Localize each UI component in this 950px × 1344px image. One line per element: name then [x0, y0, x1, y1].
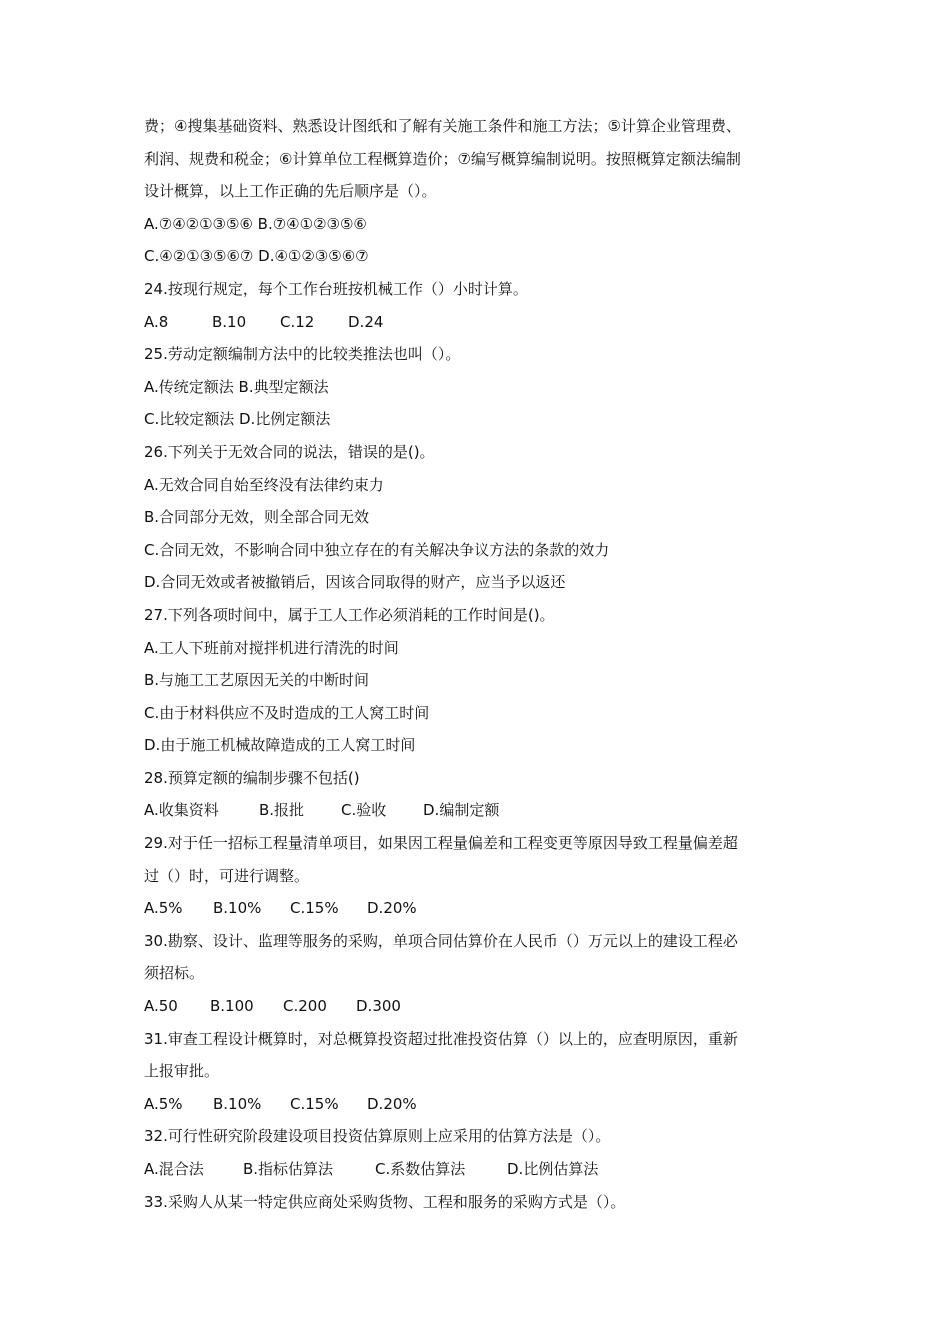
q31-stem-line-2: 上报审批。	[144, 1062, 220, 1081]
q29-stem-line-2: 过（）时，可进行调整。	[144, 866, 310, 885]
q29-option-d: D.20%	[367, 899, 417, 918]
q27-stem: 27.下列各项时间中，属于工人工作必须消耗的工作时间是()。	[144, 605, 555, 624]
q32-options	[144, 1153, 814, 1186]
q32-stem: 32.可行性研究阶段建设项目投资估算原则上应采用的估算方法是（）。	[144, 1127, 611, 1146]
q28-option-c: C.验收	[341, 801, 387, 820]
q31-stem-line-1: 31.审查工程设计概算时，对总概算投资超过批准投资估算（）以上的，应查明原因，重新	[144, 1029, 738, 1048]
q29-option-a: A.5%	[144, 899, 183, 918]
q30-option-d: D.300	[356, 997, 401, 1016]
q23-options-ab: A.⑦④②①③⑤⑥ B.⑦④①②③⑤⑥	[144, 214, 367, 233]
q27-option-b: B.与施工工艺原因无关的中断时间	[144, 671, 370, 690]
q31-option-c: C.15%	[290, 1094, 339, 1113]
q32-option-d: D.比例估算法	[507, 1160, 599, 1178]
q30-option-a: A.50	[144, 997, 178, 1016]
q30-options	[144, 990, 814, 1023]
q30-option-b: B.100	[210, 997, 254, 1016]
q32-option-c: C.系数估算法	[375, 1160, 466, 1178]
q28-options	[144, 794, 814, 827]
q28-option-b: B.报批	[259, 801, 305, 820]
q24-option-d: D.24	[348, 312, 384, 331]
q25-options-ab: A.传统定额法 B.典型定额法	[144, 377, 329, 396]
q24-stem: 24.按现行规定，每个工作台班按机械工作（）小时计算。	[144, 279, 528, 298]
q27-option-c: C.由于材料供应不及时造成的工人窝工时间	[144, 703, 430, 722]
q29-options	[144, 892, 814, 925]
q23-line-1: 费；④搜集基础资料、熟悉设计图纸和了解有关施工条件和施工方法；⑤计算企业管理费、	[144, 117, 741, 135]
q32-option-b: B.指标估算法	[243, 1160, 334, 1178]
q31-options	[144, 1088, 814, 1121]
q28-option-a: A.收集资料	[144, 801, 219, 820]
q31-option-b: B.10%	[213, 1094, 262, 1113]
q27-option-d: D.由于施工机械故障造成的工人窝工时间	[144, 736, 416, 755]
q25-options-cd: C.比较定额法 D.比例定额法	[144, 410, 331, 429]
q29-option-c: C.15%	[290, 899, 339, 918]
q23-options-cd: C.④②①③⑤⑥⑦ D.④①②③⑤⑥⑦	[144, 247, 369, 266]
q26-option-b: B.合同部分无效，则全部合同无效	[144, 508, 370, 527]
q28-stem: 28.预算定额的编制步骤不包括()	[144, 768, 360, 787]
q29-stem-line-1: 29.对于任一招标工程量清单项目，如果因工程量偏差和工程变更等原因导致工程量偏差超	[144, 834, 738, 853]
q26-option-d: D.合同无效或者被撤销后，因该合同取得的财产，应当予以返还	[144, 573, 566, 592]
q30-stem-line-2: 须招标。	[144, 964, 205, 983]
q28-option-d: D.编制定额	[423, 801, 500, 820]
q29-option-b: B.10%	[213, 899, 262, 918]
q23-line-3: 设计概算，以上工作正确的先后顺序是（）。	[144, 182, 437, 201]
q32-option-a: A.混合法	[144, 1160, 204, 1178]
q31-option-d: D.20%	[367, 1094, 417, 1113]
q33-stem: 33.采购人从某一特定供应商处采购货物、工程和服务的采购方式是（）。	[144, 1192, 626, 1211]
q26-option-a: A.无效合同自始至终没有法律约束力	[144, 475, 384, 494]
q27-option-a: A.工人下班前对搅拌机进行清洗的时间	[144, 638, 399, 657]
q24-option-a: A.8	[144, 312, 169, 331]
q30-option-c: C.200	[283, 997, 327, 1016]
q26-option-c: C.合同无效，不影响合同中独立存在的有关解决争议方法的条款的效力	[144, 540, 610, 559]
q24-options	[144, 306, 814, 339]
q23-line-2: 利润、规费和税金；⑥计算单位工程概算造价；⑦编写概算编制说明。按照概算定额法编制	[144, 149, 741, 168]
q24-option-b: B.10	[212, 312, 247, 331]
q24-option-c: C.12	[280, 312, 315, 331]
q30-stem-line-1: 30.勘察、设计、监理等服务的采购，单项合同估算价在人民币（）万元以上的建设工程必	[144, 931, 738, 950]
question-list	[144, 110, 814, 1218]
q26-stem: 26.下列关于无效合同的说法，错误的是()。	[144, 442, 435, 461]
q31-option-a: A.5%	[144, 1094, 183, 1113]
q25-stem: 25.劳动定额编制方法中的比较类推法也叫（）。	[144, 345, 461, 364]
